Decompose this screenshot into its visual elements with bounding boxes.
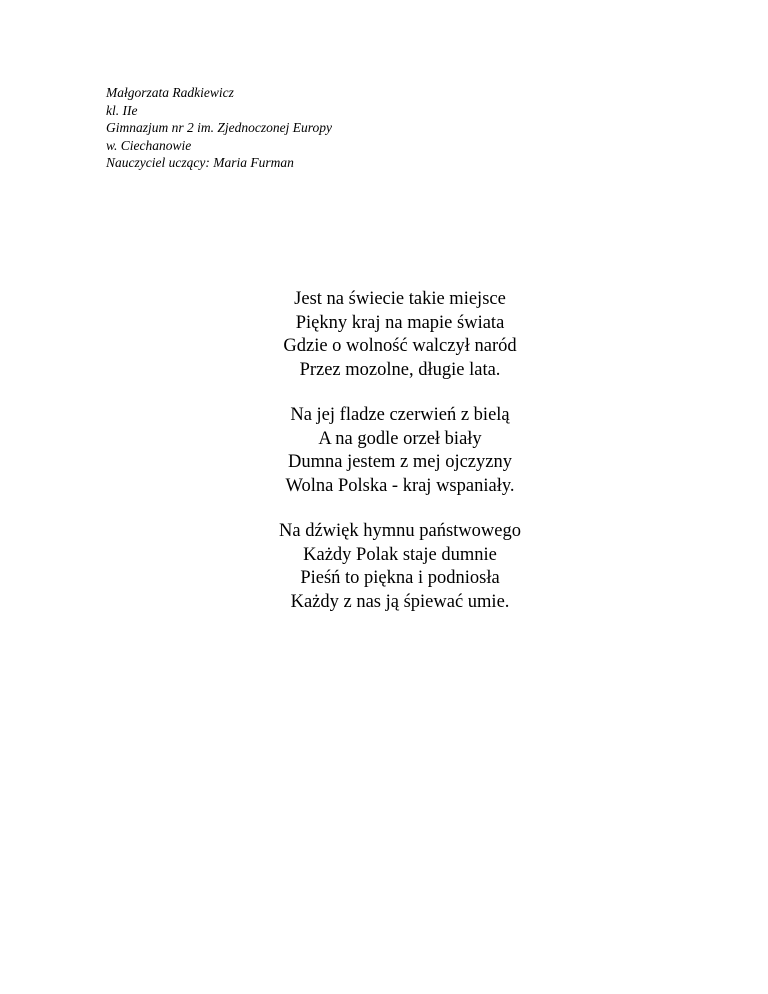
verse-line: Dumna jestem z mej ojczyzny xyxy=(288,452,512,472)
verse-line: Pieśń to piękna i podniosła xyxy=(300,568,500,588)
verse-line: Na dźwięk hymnu państwowego xyxy=(279,521,521,541)
teacher-name: Nauczyciel uczący: Maria Furman xyxy=(106,155,294,170)
verse-line: Każdy z nas ją śpiewać umie. xyxy=(290,591,510,612)
stanza-2 xyxy=(200,404,600,498)
school-town: w. Ciechanowie xyxy=(106,137,192,153)
verse-line: Wolna Polska - kraj wspaniały. xyxy=(285,475,515,496)
stanza-1 xyxy=(200,288,600,382)
verse-line: Przez mozolne, długie lata. xyxy=(299,359,501,380)
school-name: Gimnazjum nr 2 im. Zjednoczonej Europy xyxy=(106,120,332,135)
verse-line: Gdzie o wolność walczył naród xyxy=(283,336,517,356)
verse-line: Piękny kraj na mapie świata xyxy=(295,312,505,333)
verse-line: A na godle orzeł biały xyxy=(318,428,482,449)
author-header xyxy=(106,84,332,172)
stanza-3 xyxy=(200,520,600,614)
verse-line: Jest na świecie takie miejsce xyxy=(294,289,506,309)
verse-line: Każdy Polak staje dumnie xyxy=(303,544,497,565)
author-name: Małgorzata Radkiewicz xyxy=(106,85,234,100)
poem xyxy=(200,288,600,636)
class-label: kl. IIe xyxy=(106,102,138,118)
verse-line: Na jej fladze czerwień z bielą xyxy=(290,405,510,425)
